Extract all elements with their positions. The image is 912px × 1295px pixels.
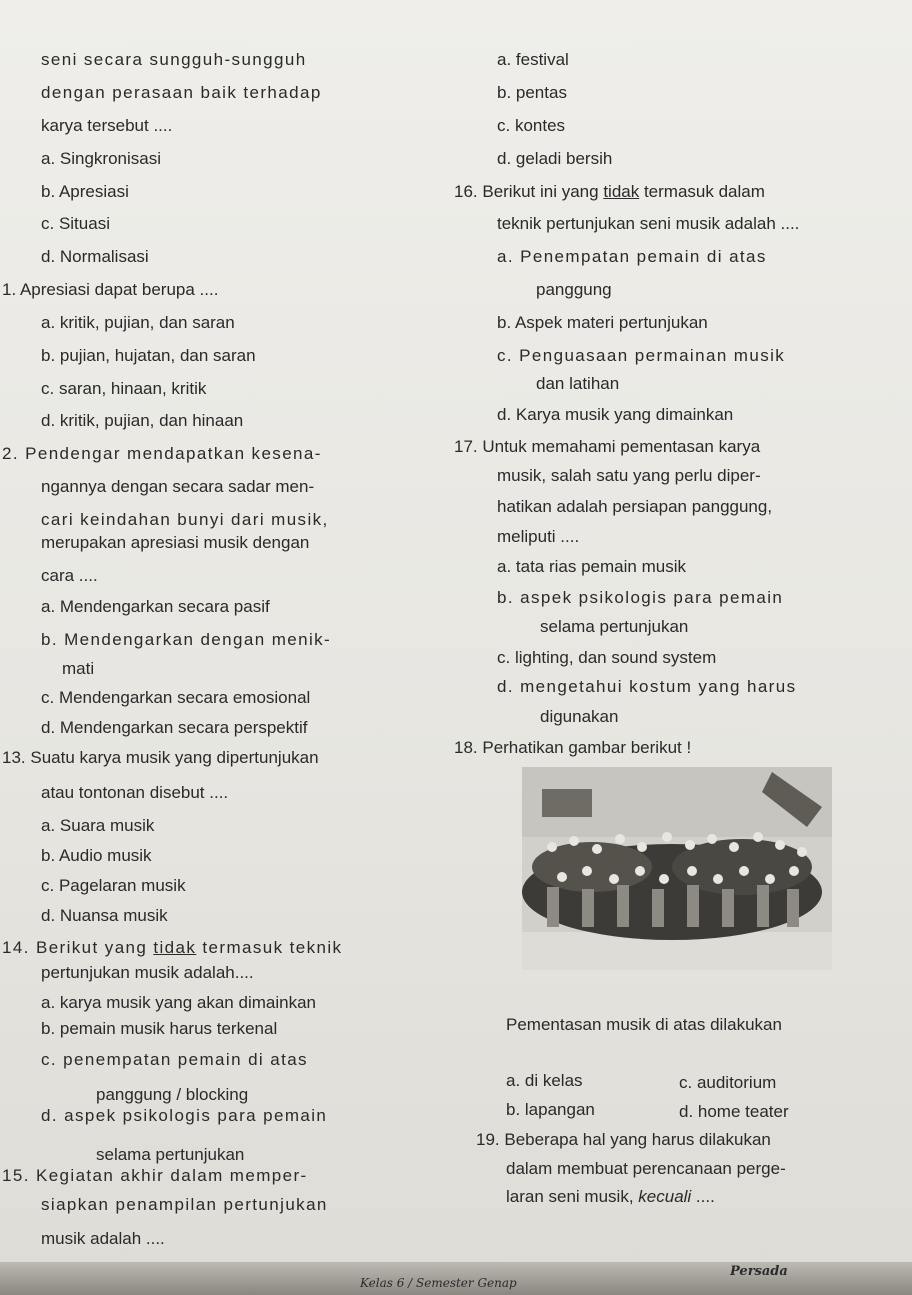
question-15: 15. Kegiatan akhir dalam memper- xyxy=(2,1166,308,1185)
option-d: d. Karya musik yang dimainkan xyxy=(497,405,734,424)
footer-label: Kelas 6 / Semester Genap xyxy=(360,1276,517,1290)
option-c: c. lighting, dan sound system xyxy=(497,648,717,667)
option-c: c. Penguasaan permainan musik xyxy=(497,346,786,365)
option-c: c. Situasi xyxy=(41,214,110,233)
option-d: d. mengetahui kostum yang harus xyxy=(497,677,797,696)
text-line: ngannya dengan secara sadar men- xyxy=(41,477,315,496)
question-1: 1. Apresiasi dapat berupa .... xyxy=(2,280,219,299)
text-line: musik, salah satu yang perlu diper- xyxy=(497,466,761,485)
q14-part-1: 14. Berikut yang xyxy=(2,938,154,957)
option-d: d. Nuansa musik xyxy=(41,906,168,925)
option-b: b. lapangan xyxy=(506,1100,595,1119)
text-line: dengan perasaan baik terhadap xyxy=(41,83,322,102)
text-line: pertunjukan musik adalah.... xyxy=(41,963,254,982)
q16-part-1: 16. Berikut ini yang xyxy=(454,182,604,201)
text-line: siapkan penampilan pertunjukan xyxy=(41,1195,328,1214)
text-line: musik adalah .... xyxy=(41,1229,165,1248)
q19-italic: kecuali xyxy=(638,1187,692,1206)
option-d: d. Mendengarkan secara perspektif xyxy=(41,718,308,737)
option-c: c. Mendengarkan secara emosional xyxy=(41,688,311,707)
option-b: b. pemain musik harus terkenal xyxy=(41,1019,278,1038)
text-line: seni secara sungguh-sungguh xyxy=(41,50,307,69)
option-d: d. kritik, pujian, dan hinaan xyxy=(41,411,244,430)
text-line: digunakan xyxy=(540,707,619,726)
text-line: panggung / blocking xyxy=(96,1085,249,1104)
option-d: d. Normalisasi xyxy=(41,247,149,266)
option-a: a. karya musik yang akan dimainkan xyxy=(41,993,316,1012)
performance-photo-image xyxy=(522,767,832,970)
q14-part-2: termasuk teknik xyxy=(196,938,343,957)
text-line: dalam membuat perencanaan perge- xyxy=(506,1159,786,1178)
option-c: c. penempatan pemain di atas xyxy=(41,1050,308,1069)
text-line xyxy=(506,1187,715,1207)
text-line: selama pertunjukan xyxy=(96,1145,245,1164)
option-b: b. aspek psikologis para pemain xyxy=(497,588,784,607)
question-14 xyxy=(2,938,342,958)
q16-part-2: termasuk dalam xyxy=(639,182,765,201)
option-c: c. auditorium xyxy=(679,1073,777,1092)
option-b: b. Mendengarkan dengan menik- xyxy=(41,630,332,649)
text-line: karya tersebut .... xyxy=(41,116,173,135)
question-18: 18. Perhatikan gambar berikut ! xyxy=(454,738,692,757)
option-b: b. Apresiasi xyxy=(41,182,129,201)
question-19: 19. Beberapa hal yang harus dilakukan xyxy=(476,1130,771,1149)
q19-part-2: .... xyxy=(691,1187,715,1206)
option-a: a. Penempatan pemain di atas xyxy=(497,247,767,266)
text-line: mati xyxy=(62,659,95,678)
text-line: panggung xyxy=(536,280,612,299)
option-d: d. home teater xyxy=(679,1102,789,1121)
text-line: merupakan apresiasi musik dengan xyxy=(41,533,310,552)
option-a: a. Singkronisasi xyxy=(41,149,162,168)
option-b: b. pujian, hujatan, dan saran xyxy=(41,346,256,365)
option-b: b. Audio musik xyxy=(41,846,152,865)
text-line: dan latihan xyxy=(536,374,620,393)
option-a: a. festival xyxy=(497,50,569,69)
q16-underlined: tidak xyxy=(603,182,640,201)
option-d: d. aspek psikologis para pemain xyxy=(41,1106,328,1125)
text-line: cari keindahan bunyi dari musik, xyxy=(41,510,329,529)
option-a: a. kritik, pujian, dan saran xyxy=(41,313,235,332)
text-line: cara .... xyxy=(41,566,98,585)
option-b: b. pentas xyxy=(497,83,567,102)
option-a: a. Mendengarkan secara pasif xyxy=(41,597,270,616)
option-a: a. Suara musik xyxy=(41,816,155,835)
option-d: d. geladi bersih xyxy=(497,149,613,168)
photo-caption: Pementasan musik di atas dilakukan xyxy=(506,1015,782,1034)
option-a: a. tata rias pemain musik xyxy=(497,557,686,576)
text-line: teknik pertunjukan seni musik adalah .... xyxy=(497,214,800,233)
performance-photo xyxy=(522,767,832,970)
text-line: meliputi .... xyxy=(497,527,580,546)
option-c: c. Pagelaran musik xyxy=(41,876,186,895)
question-17: 17. Untuk memahami pementasan karya xyxy=(454,437,761,456)
question-2: 2. Pendengar mendapatkan kesena- xyxy=(2,444,322,463)
option-a: a. di kelas xyxy=(506,1071,583,1090)
text-line: selama pertunjukan xyxy=(540,617,689,636)
text-line: hatikan adalah persiapan panggung, xyxy=(497,497,773,516)
q19-part-1: laran seni musik, xyxy=(506,1187,639,1206)
question-13: 13. Suatu karya musik yang dipertunjukan xyxy=(2,748,319,767)
text-line: atau tontonan disebut .... xyxy=(41,783,229,802)
question-16 xyxy=(454,182,765,202)
option-c: c. kontes xyxy=(497,116,566,135)
q14-underlined: tidak xyxy=(153,938,197,957)
publisher-logo: Persada xyxy=(730,1264,788,1279)
option-b: b. Aspek materi pertunjukan xyxy=(497,313,708,332)
option-c: c. saran, hinaan, kritik xyxy=(41,379,207,398)
